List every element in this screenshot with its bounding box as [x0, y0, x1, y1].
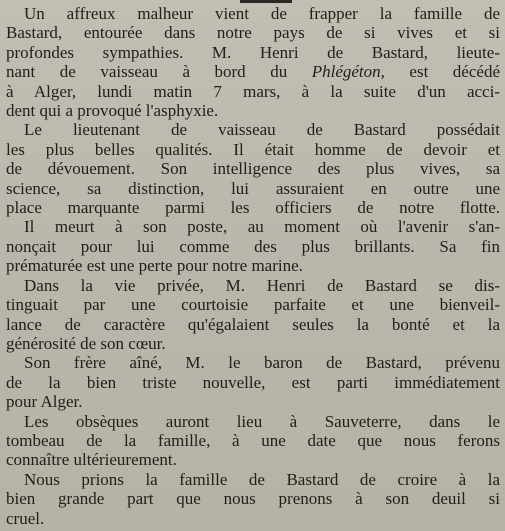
text-line: lance de caractère qu'égalaient seules la bonté et la: [6, 314, 500, 334]
text-line: pour Alger.: [6, 392, 83, 412]
text-line: prématurée est une perte pour notre marine.: [6, 256, 303, 276]
paragraph-1: [6, 4, 500, 120]
text-line: Nous prions la famille de Bastard de croire à la: [24, 469, 500, 489]
text-line: nant de vaisseau à bord du Phlégéton, est décédé: [6, 62, 500, 82]
text-line: cruel.: [6, 508, 45, 528]
text-line: tinguait par une courtoisie parfaite et une bienveil-: [6, 295, 500, 315]
text-line: de dévouement. Son intelligence des plus vives, sa: [6, 159, 500, 179]
text-line: science, sa distinction, lui assuraient en outre une: [6, 178, 500, 198]
text-line: Le lieutenant de vaisseau de Bastard possédait: [24, 120, 500, 140]
text-line: nonçait pour lui comme des plus brillants. Sa fin: [6, 236, 500, 256]
paragraph-6: [6, 412, 500, 470]
text-line: Il meurt à son poste, au moment où l'avenir s'an-: [24, 217, 500, 237]
paragraph-2: [6, 120, 500, 217]
text-line: Les obsèques auront lieu à Sauveterre, dans le: [24, 411, 500, 431]
text-line: les plus belles qualités. Il était homme de devoir et: [6, 139, 500, 159]
text-line: de la bien triste nouvelle, est parti immédiatement: [6, 372, 500, 392]
text-line: bien grande part que nous prenons à son deuil si: [6, 489, 500, 509]
text-line: connaître ultérieurement.: [6, 450, 177, 470]
rule-divider: [240, 0, 292, 3]
paragraph-7: [6, 470, 500, 528]
paragraph-3: [6, 217, 500, 275]
text-line: Son frère aîné, M. le baron de Bastard, prévenu: [24, 353, 500, 373]
paragraph-4: [6, 276, 500, 354]
text-line: Dans la vie privée, M. Henri de Bastard se dis-: [24, 275, 500, 295]
text-line: générosité de son cœur.: [6, 333, 166, 353]
paragraph-5: [6, 353, 500, 411]
text-line: tombeau de la famille, à une date que nous ferons: [6, 430, 500, 450]
text-line: à Alger, lundi matin 7 mars, à la suite d'un acci-: [6, 81, 500, 101]
text-line: Bastard, entourée dans notre pays de si vives et si: [6, 23, 500, 43]
text-line: place marquante parmi les officiers de notre flotte.: [6, 198, 500, 218]
text-line: profondes sympathies. M. Henri de Bastard, lieute-: [6, 42, 500, 62]
text-line: dent qui a provoqué l'asphyxie.: [6, 101, 219, 121]
text-line: Un affreux malheur vient de frapper la famille de: [24, 4, 500, 23]
ship-name: Phlégéton: [311, 62, 381, 82]
